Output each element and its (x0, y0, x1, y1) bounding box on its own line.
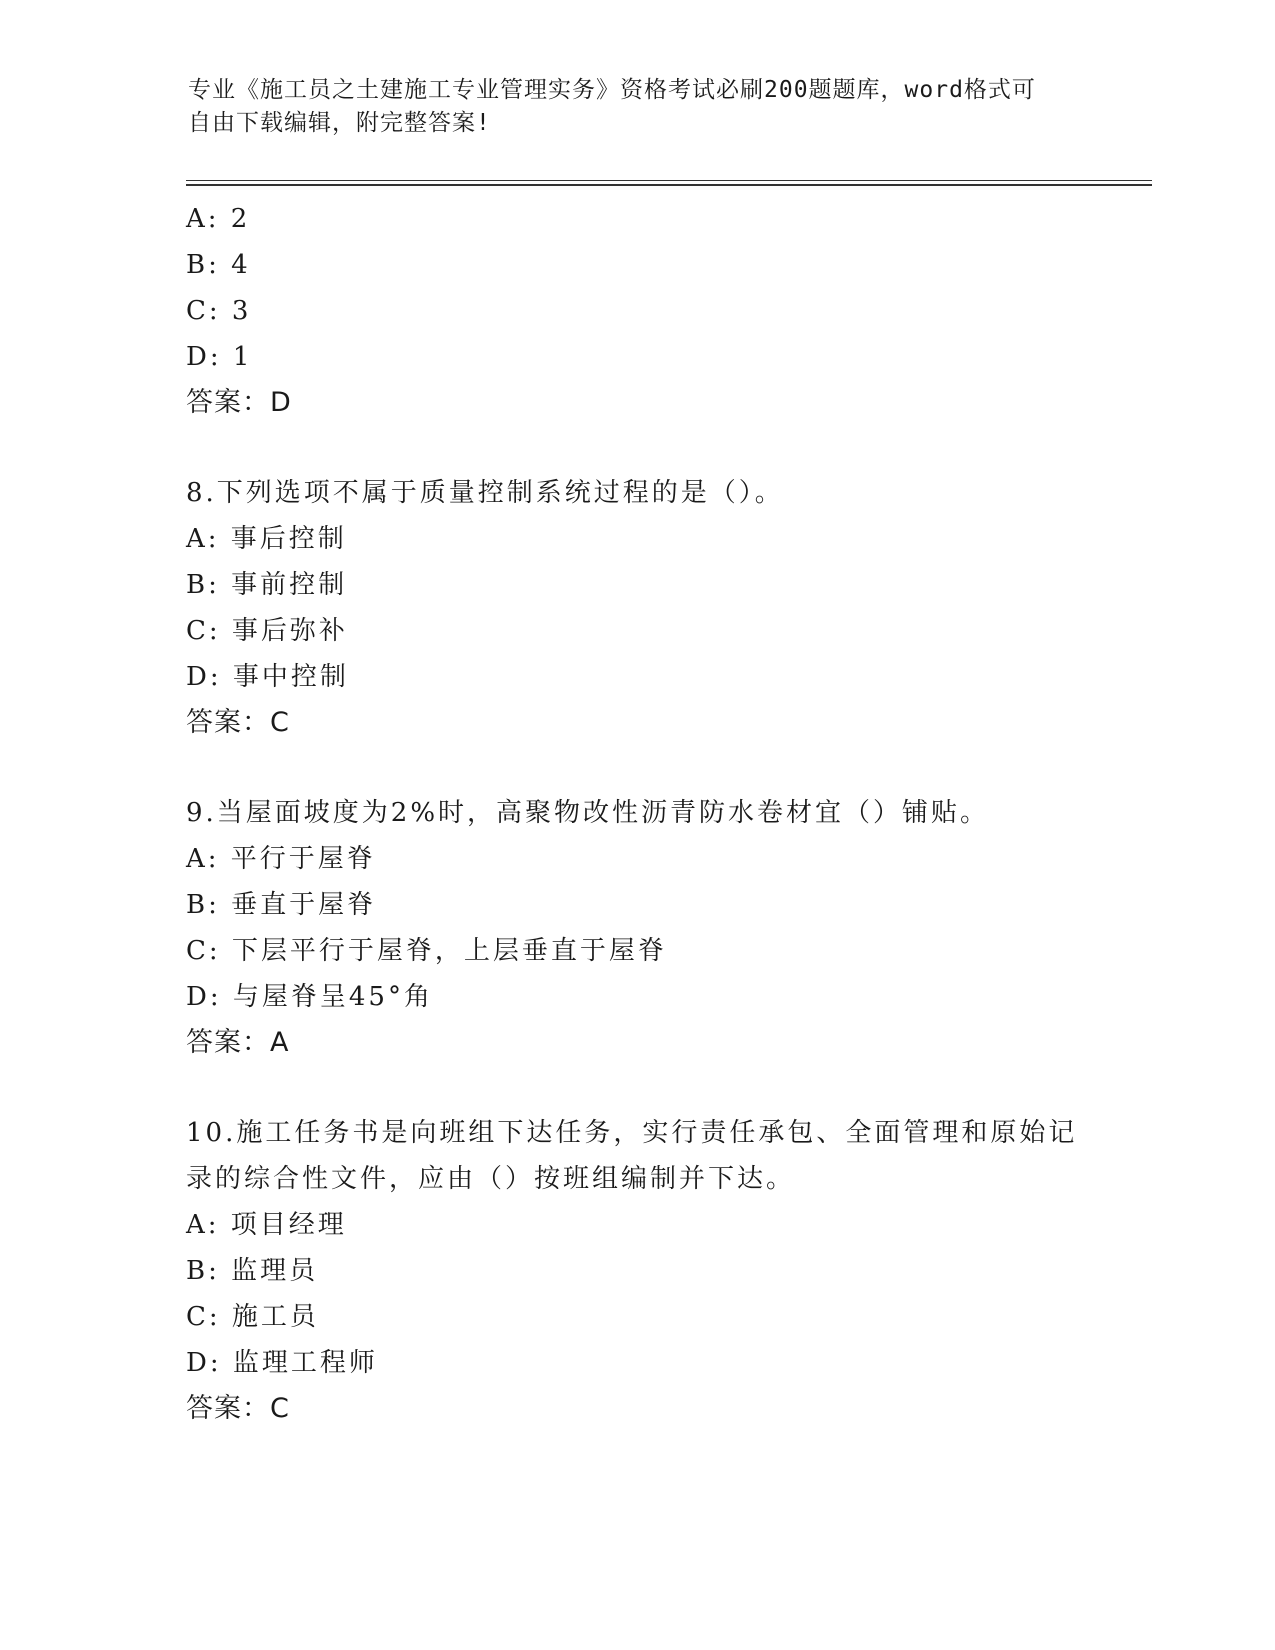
header-rule-thin (186, 180, 1152, 181)
question-list (186, 196, 1086, 1432)
document-header (188, 74, 1068, 140)
q7-option-c: C: 3 (186, 296, 252, 326)
q10-option-d: D: 监理工程师 (186, 1348, 378, 1378)
q8-text: 8.下列选项不属于质量控制系统过程的是（）。 (186, 478, 784, 508)
question-8 (186, 470, 1086, 746)
q10-text-line-1: 10.施工任务书是向班组下达任务，实行责任承包、全面管理和原始记 (186, 1118, 1078, 1148)
q8-option-c: C: 事后弥补 (186, 616, 348, 646)
q10-option-c: C: 施工员 (186, 1302, 319, 1332)
q8-option-d: D: 事中控制 (186, 662, 349, 692)
q9-option-a: A: 平行于屋脊 (186, 844, 376, 874)
header-rule-thick (186, 184, 1152, 186)
q7-answer: 答案：D (186, 387, 292, 418)
q7-option-b: B: 4 (186, 250, 251, 280)
q7-option-d: D: 1 (186, 342, 253, 372)
q10-option-a: A: 项目经理 (186, 1210, 347, 1240)
q8-answer: 答案：C (186, 707, 290, 738)
question-9 (186, 790, 1086, 1066)
header-line-2: 自由下载编辑，附完整答案! (188, 110, 491, 136)
q8-option-a: A: 事后控制 (186, 524, 347, 554)
question-10 (186, 1110, 1086, 1432)
q9-option-d: D: 与屋脊呈45°角 (186, 982, 433, 1012)
q9-answer: 答案：A (186, 1027, 290, 1058)
q7-option-a: A: 2 (186, 204, 251, 234)
q10-text-line-2: 录的综合性文件，应由（）按班组编制并下达。 (186, 1164, 796, 1194)
q8-option-b: B: 事前控制 (186, 570, 348, 600)
q9-text: 9.当屋面坡度为2%时，高聚物改性沥青防水卷材宜（）铺贴。 (186, 798, 990, 828)
q10-option-b: B: 监理员 (186, 1256, 319, 1286)
q9-option-b: B: 垂直于屋脊 (186, 890, 377, 920)
q10-answer: 答案：C (186, 1393, 290, 1424)
question-7-continued (186, 196, 1086, 426)
q9-option-c: C: 下层平行于屋脊，上层垂直于屋脊 (186, 936, 667, 966)
header-line-1: 专业《施工员之土建施工专业管理实务》资格考试必刷200题题库，word格式可 (188, 77, 1036, 103)
